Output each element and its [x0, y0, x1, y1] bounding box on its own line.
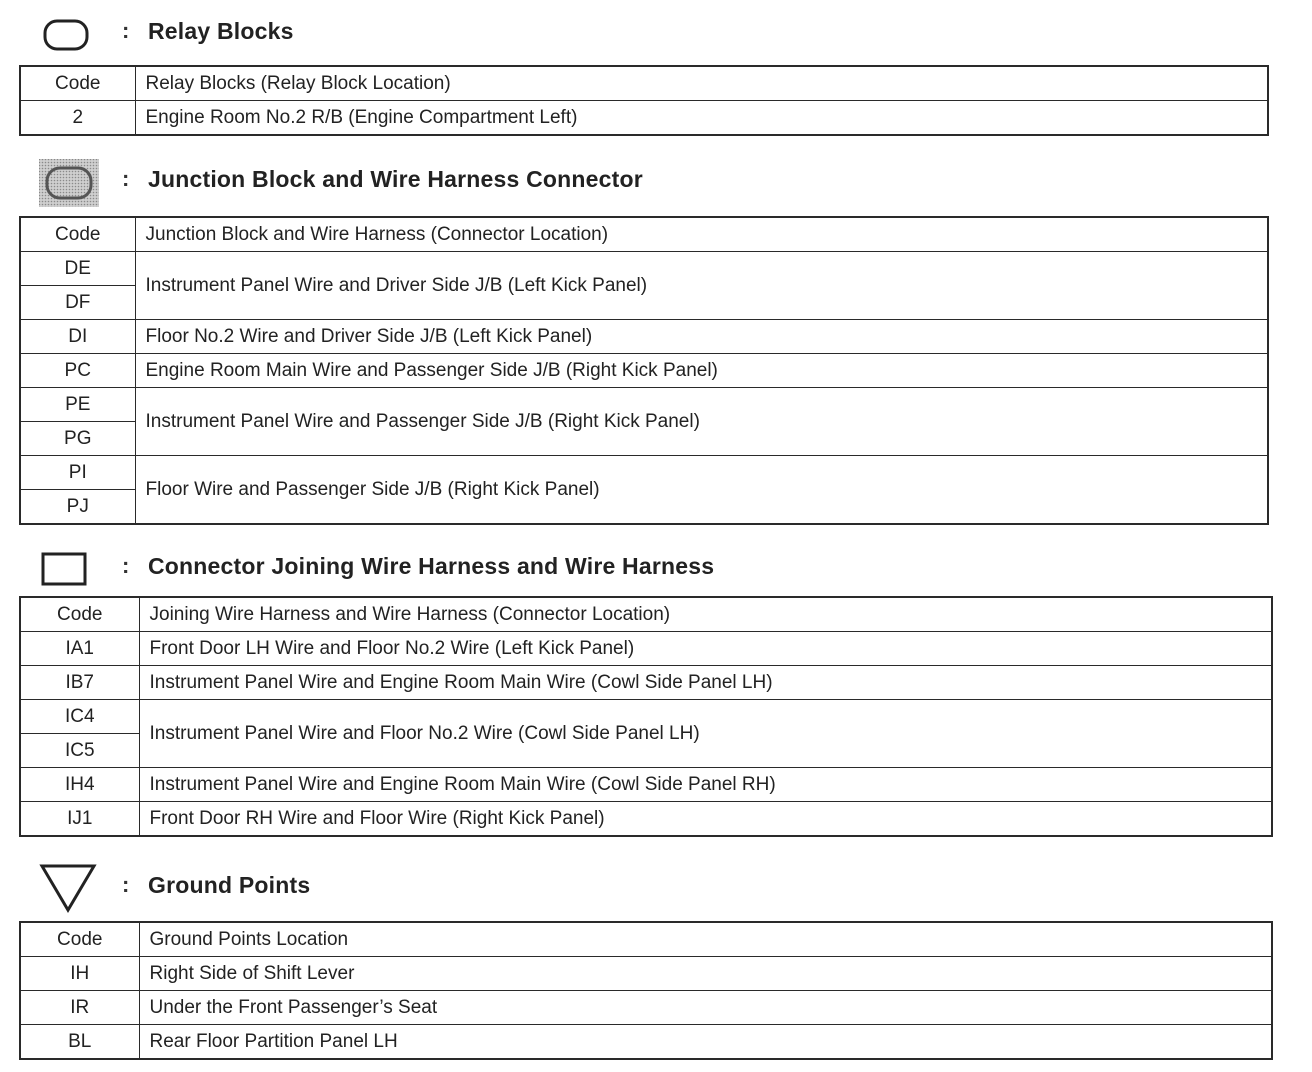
- code-cell: BL: [20, 1025, 139, 1060]
- location-cell: Instrument Panel Wire and Floor No.2 Wire (Cowl Side Panel LH): [139, 700, 1272, 768]
- code-cell: IR: [20, 991, 139, 1025]
- location-cell: Instrument Panel Wire and Engine Room Main Wire (Cowl Side Panel RH): [139, 768, 1272, 802]
- code-column-header: Code: [20, 922, 139, 957]
- down-triangle-icon: [38, 862, 98, 914]
- rectangle-icon: [40, 551, 88, 587]
- section-relay-blocks-heading: [0, 12, 1312, 56]
- table-row: [20, 1025, 1272, 1060]
- table-row: [20, 101, 1268, 136]
- connector-joining-table: [19, 596, 1273, 837]
- table-row: [20, 991, 1272, 1025]
- code-cell: PC: [20, 354, 135, 388]
- code-cell: DE: [20, 252, 135, 286]
- ground-points-table: [19, 921, 1273, 1060]
- code-cell: IH: [20, 957, 139, 991]
- location-column-header: Joining Wire Harness and Wire Harness (Connector Location): [139, 597, 1272, 632]
- code-cell: PE: [20, 388, 135, 422]
- section-title: Connector Joining Wire Harness and Wire Harness: [148, 553, 715, 579]
- code-cell: PG: [20, 422, 135, 456]
- location-cell: Under the Front Passenger’s Seat: [139, 991, 1272, 1025]
- location-cell: Front Door LH Wire and Floor No.2 Wire (Left Kick Panel): [139, 632, 1272, 666]
- location-cell: Floor No.2 Wire and Driver Side J/B (Left Kick Panel): [135, 320, 1268, 354]
- table-row: [20, 700, 1272, 734]
- location-cell: Right Side of Shift Lever: [139, 957, 1272, 991]
- code-column-header: Code: [20, 217, 135, 252]
- rounded-rectangle-icon: [42, 18, 90, 52]
- location-column-header: Relay Blocks (Relay Block Location): [135, 66, 1268, 101]
- heading-colon: :: [122, 18, 130, 43]
- code-cell: IJ1: [20, 802, 139, 837]
- location-cell: Rear Floor Partition Panel LH: [139, 1025, 1272, 1060]
- table-row: [20, 768, 1272, 802]
- section-ground-points-heading: [0, 862, 1312, 906]
- table-header-row: [20, 66, 1268, 101]
- code-cell: IC4: [20, 700, 139, 734]
- code-column-header: Code: [20, 66, 135, 101]
- table-row: [20, 456, 1268, 490]
- section-title: Ground Points: [148, 872, 311, 898]
- table-row: [20, 252, 1268, 286]
- table-header-row: [20, 597, 1272, 632]
- location-column-header: Ground Points Location: [139, 922, 1272, 957]
- location-cell: Engine Room Main Wire and Passenger Side J/B (Right Kick Panel): [135, 354, 1268, 388]
- shaded-rounded-rectangle-icon: [38, 158, 100, 208]
- table-header-row: [20, 217, 1268, 252]
- code-cell: DF: [20, 286, 135, 320]
- table-row: [20, 320, 1268, 354]
- location-column-header: Junction Block and Wire Harness (Connector Location): [135, 217, 1268, 252]
- section-title: Relay Blocks: [148, 18, 294, 44]
- code-cell: IH4: [20, 768, 139, 802]
- heading-colon: :: [122, 166, 130, 191]
- table-row: [20, 632, 1272, 666]
- code-cell: PJ: [20, 490, 135, 525]
- table-row: [20, 802, 1272, 837]
- location-cell: Instrument Panel Wire and Driver Side J/B (Left Kick Panel): [135, 252, 1268, 320]
- code-cell: 2: [20, 101, 135, 136]
- relay-blocks-table: [19, 65, 1269, 136]
- table-row: [20, 354, 1268, 388]
- location-cell: Instrument Panel Wire and Engine Room Main Wire (Cowl Side Panel LH): [139, 666, 1272, 700]
- code-column-header: Code: [20, 597, 139, 632]
- table-header-row: [20, 922, 1272, 957]
- heading-colon: :: [122, 553, 130, 578]
- section-connector-joining-heading: [0, 545, 1312, 589]
- table-row: [20, 666, 1272, 700]
- location-cell: Instrument Panel Wire and Passenger Side J/B (Right Kick Panel): [135, 388, 1268, 456]
- junction-block-table: [19, 216, 1269, 525]
- location-cell: Front Door RH Wire and Floor Wire (Right Kick Panel): [139, 802, 1272, 837]
- code-cell: IC5: [20, 734, 139, 768]
- code-cell: DI: [20, 320, 135, 354]
- location-cell: Floor Wire and Passenger Side J/B (Right Kick Panel): [135, 456, 1268, 525]
- heading-colon: :: [122, 872, 130, 897]
- code-cell: IB7: [20, 666, 139, 700]
- section-junction-block-heading: [0, 158, 1312, 202]
- code-cell: IA1: [20, 632, 139, 666]
- code-cell: PI: [20, 456, 135, 490]
- table-row: [20, 957, 1272, 991]
- section-title: Junction Block and Wire Harness Connector: [148, 166, 643, 192]
- location-cell: Engine Room No.2 R/B (Engine Compartment Left): [135, 101, 1268, 136]
- table-row: [20, 388, 1268, 422]
